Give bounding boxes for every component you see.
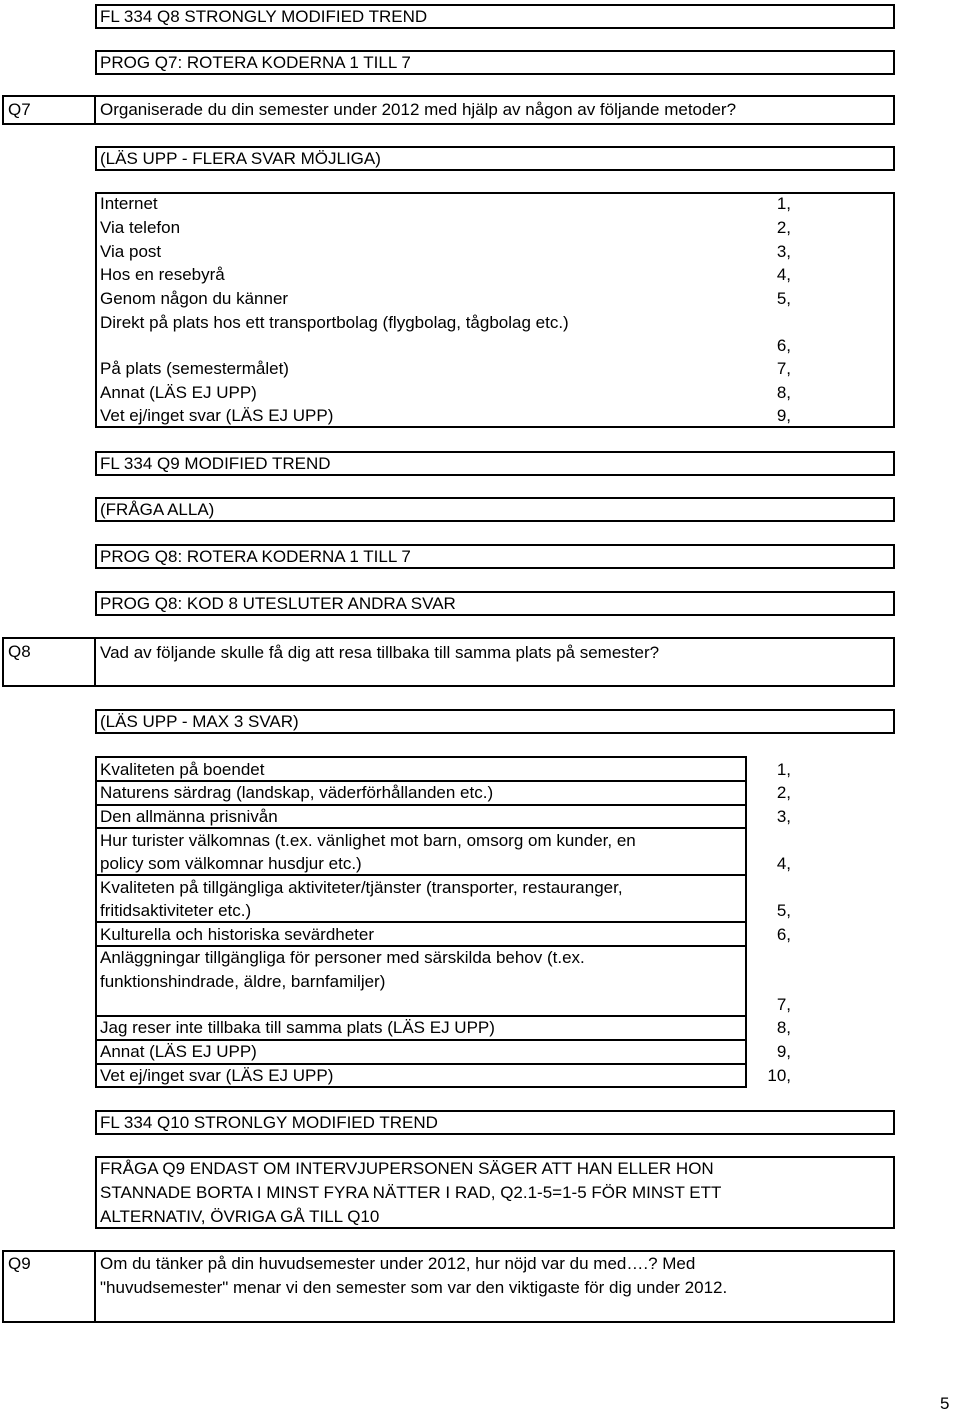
q8-option-label-cont: policy som välkomnar husdjur etc.)	[100, 854, 362, 873]
q8-row-divider	[95, 945, 747, 947]
q9-filter-line: STANNADE BORTA I MINST FYRA NÄTTER I RAD, Q2.1-5=1-5 FÖR MINST ETT	[100, 1183, 722, 1202]
q8-option-label: Naturens särdrag (landskap, väderförhållanden etc.)	[100, 783, 494, 802]
q8-option-label-cont: fritidsaktiviteter etc.)	[100, 901, 252, 920]
q7-option-code: 5,	[776, 289, 791, 308]
q8-row-divider	[95, 780, 747, 782]
q8-option-code: 7,	[776, 995, 791, 1014]
q8-divider	[94, 637, 96, 687]
q8-instruction: (LÄS UPP - MAX 3 SVAR)	[100, 712, 299, 731]
header-text-4: (FRÅGA ALLA)	[100, 500, 215, 519]
q8-option-label-cont: funktionshindrade, äldre, barnfamiljer)	[100, 972, 386, 991]
page-number: 5	[940, 1394, 950, 1413]
q8-row-divider	[95, 1015, 747, 1017]
q7-option-code: 9,	[776, 406, 791, 425]
header-text-3: FL 334 Q9 MODIFIED TREND	[100, 454, 331, 473]
q7-option-code: 1,	[776, 194, 791, 213]
q7-option-code: 4,	[776, 265, 791, 284]
q7-option-label: På plats (semestermålet)	[100, 359, 289, 378]
q9-question-line: "huvudsemester" menar vi den semester som var den viktigaste för dig under 2012.	[100, 1278, 728, 1297]
q8-option-code: 6,	[776, 925, 791, 944]
q8-row-divider	[95, 874, 747, 876]
q8-option-code: 8,	[776, 1018, 791, 1037]
header-text-7: FL 334 Q10 STRONLGY MODIFIED TREND	[100, 1113, 438, 1132]
q8-option-label: Anläggningar tillgängliga för personer med särskilda behov (t.ex.	[100, 948, 585, 967]
q7-divider	[94, 95, 96, 125]
q8-option-label: Den allmänna prisnivån	[100, 807, 278, 826]
q8-option-label: Kvaliteten på tillgängliga aktiviteter/tjänster (transporter, restauranger,	[100, 878, 623, 897]
q7-option-code: 3,	[776, 242, 791, 261]
q7-option-code: 6,	[776, 336, 791, 355]
q8-option-code: 10,	[767, 1066, 791, 1085]
q8-option-code: 4,	[776, 854, 791, 873]
q8-id: Q8	[8, 642, 31, 661]
header-text-5: PROG Q8: ROTERA KODERNA 1 TILL 7	[100, 547, 411, 566]
q9-divider	[94, 1250, 96, 1323]
q9-question-line: Om du tänker på din huvudsemester under 2012, hur nöjd var du med….? Med	[100, 1254, 696, 1273]
q7-question: Organiserade du din semester under 2012 med hjälp av någon av följande metoder?	[100, 100, 737, 119]
q7-id: Q7	[8, 100, 31, 119]
q8-question: Vad av följande skulle få dig att resa tillbaka till samma plats på semester?	[100, 643, 660, 662]
q8-option-label: Jag reser inte tillbaka till samma plats (LÄS EJ UPP)	[100, 1018, 495, 1037]
header-text-1: FL 334 Q8 STRONGLY MODIFIED TREND	[100, 7, 428, 26]
q8-option-label: Kvaliteten på boendet	[100, 760, 265, 779]
q9-id: Q9	[8, 1254, 31, 1273]
header-box-4	[95, 497, 895, 522]
q9-filter-line: FRÅGA Q9 ENDAST OM INTERVJUPERSONEN SÄGER ATT HAN ELLER HON	[100, 1159, 714, 1178]
q7-option-label: Vet ej/inget svar (LÄS EJ UPP)	[100, 406, 334, 425]
q7-option-code: 2,	[776, 218, 791, 237]
q8-row-divider	[95, 1063, 747, 1065]
q7-option-code: 7,	[776, 359, 791, 378]
q8-option-label: Vet ej/inget svar (LÄS EJ UPP)	[100, 1066, 334, 1085]
q7-option-label: Via post	[100, 242, 162, 261]
q7-option-label: Internet	[100, 194, 158, 213]
q7-option-label: Annat (LÄS EJ UPP)	[100, 383, 257, 402]
q9-filter-line: ALTERNATIV, ÖVRIGA GÅ TILL Q10	[100, 1207, 380, 1226]
q8-option-code: 2,	[776, 783, 791, 802]
q7-option-code: 8,	[776, 383, 791, 402]
q8-option-code: 5,	[776, 901, 791, 920]
q8-row-divider	[95, 921, 747, 923]
q8-option-code: 9,	[776, 1042, 791, 1061]
q8-row-divider	[95, 827, 747, 829]
q8-option-label: Kulturella och historiska sevärdheter	[100, 925, 375, 944]
q8-option-label: Annat (LÄS EJ UPP)	[100, 1042, 257, 1061]
q8-option-label: Hur turister välkomnas (t.ex. vänlighet mot barn, omsorg om kunder, en	[100, 831, 636, 850]
q7-option-label: Via telefon	[100, 218, 181, 237]
q7-instruction: (LÄS UPP - FLERA SVAR MÖJLIGA)	[100, 149, 381, 168]
q8-row-divider	[95, 804, 747, 806]
q7-option-label: Genom någon du känner	[100, 289, 289, 308]
header-text-2: PROG Q7: ROTERA KODERNA 1 TILL 7	[100, 53, 411, 72]
q7-option-label: Hos en resebyrå	[100, 265, 225, 284]
q8-option-code: 1,	[776, 760, 791, 779]
header-text-6: PROG Q8: KOD 8 UTESLUTER ANDRA SVAR	[100, 594, 456, 613]
q8-option-code: 3,	[776, 807, 791, 826]
q8-row-divider	[95, 1039, 747, 1041]
q7-option-label: Direkt på plats hos ett transportbolag (flygbolag, tågbolag etc.)	[100, 313, 569, 332]
